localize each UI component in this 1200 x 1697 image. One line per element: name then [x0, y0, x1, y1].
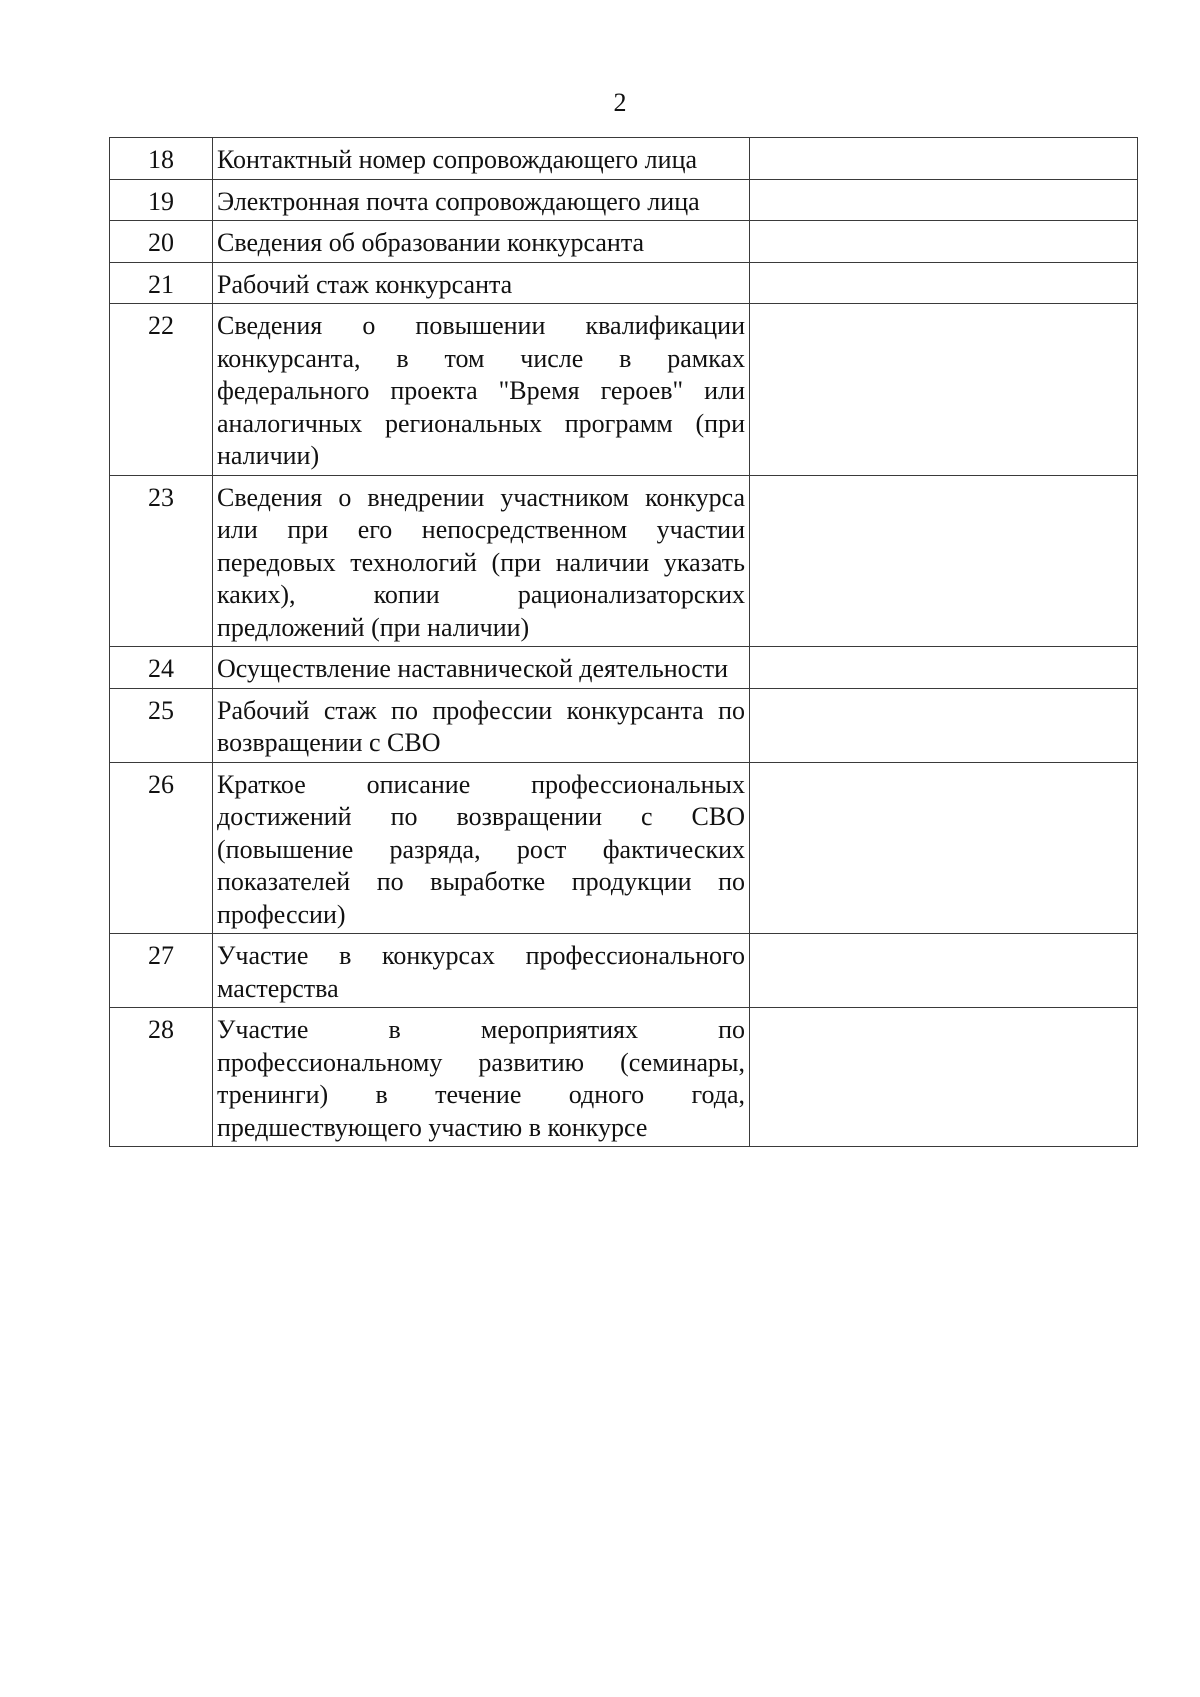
- table-row: [110, 304, 1138, 476]
- row-label: Сведения о внедрении участником конкурса или при его непосредственном участии передовых технологий (при наличии указать каких), копии рационализаторских предложений (при наличии): [213, 475, 750, 647]
- table-row: [110, 138, 1138, 180]
- row-label: Сведения об образовании конкурсанта: [213, 221, 750, 263]
- row-value-field[interactable]: [750, 179, 1138, 221]
- row-value-field[interactable]: [750, 221, 1138, 263]
- table-row: [110, 934, 1138, 1008]
- row-number: 26: [110, 762, 213, 934]
- row-value-field[interactable]: [750, 475, 1138, 647]
- row-value-field[interactable]: [750, 762, 1138, 934]
- row-value-field[interactable]: [750, 934, 1138, 1008]
- row-value-field[interactable]: [750, 138, 1138, 180]
- row-label: Контактный номер сопровождающего лица: [213, 138, 750, 180]
- row-label: Рабочий стаж по профессии конкурсанта по возвращении с СВО: [213, 688, 750, 762]
- row-value-field[interactable]: [750, 647, 1138, 689]
- row-number: 19: [110, 179, 213, 221]
- table-row: [110, 475, 1138, 647]
- row-value-field[interactable]: [750, 304, 1138, 476]
- row-value-field[interactable]: [750, 262, 1138, 304]
- table-row: [110, 179, 1138, 221]
- row-label: Сведения о повышении квалификации конкурсанта, в том числе в рамках федерального проекта "Время героев" или аналогичных региональных программ (при наличии): [213, 304, 750, 476]
- row-label: Осуществление наставнической деятельности: [213, 647, 750, 689]
- table-row: [110, 647, 1138, 689]
- table-row: [110, 1008, 1138, 1147]
- row-label: Электронная почта сопровождающего лица: [213, 179, 750, 221]
- row-number: 28: [110, 1008, 213, 1147]
- row-number: 22: [110, 304, 213, 476]
- row-number: 21: [110, 262, 213, 304]
- row-number: 18: [110, 138, 213, 180]
- row-number: 23: [110, 475, 213, 647]
- row-value-field[interactable]: [750, 1008, 1138, 1147]
- row-number: 24: [110, 647, 213, 689]
- row-number: 25: [110, 688, 213, 762]
- row-label: Участие в конкурсах профессионального мастерства: [213, 934, 750, 1008]
- table-row: [110, 688, 1138, 762]
- row-value-field[interactable]: [750, 688, 1138, 762]
- application-form-table: [109, 137, 1138, 1147]
- row-label: Участие в мероприятиях по профессиональному развитию (семинары, тренинги) в течение одного года, предшествующего участию в конкурсе: [213, 1008, 750, 1147]
- row-number: 20: [110, 221, 213, 263]
- row-label: Рабочий стаж конкурсанта: [213, 262, 750, 304]
- row-number: 27: [110, 934, 213, 1008]
- table-row: [110, 221, 1138, 263]
- table-row: [110, 262, 1138, 304]
- table-row: [110, 762, 1138, 934]
- page-number: 2: [613, 88, 627, 117]
- row-label: Краткое описание профессиональных достижений по возвращении с СВО (повышение разряда, рост фактических показателей по выработке продукции по профессии): [213, 762, 750, 934]
